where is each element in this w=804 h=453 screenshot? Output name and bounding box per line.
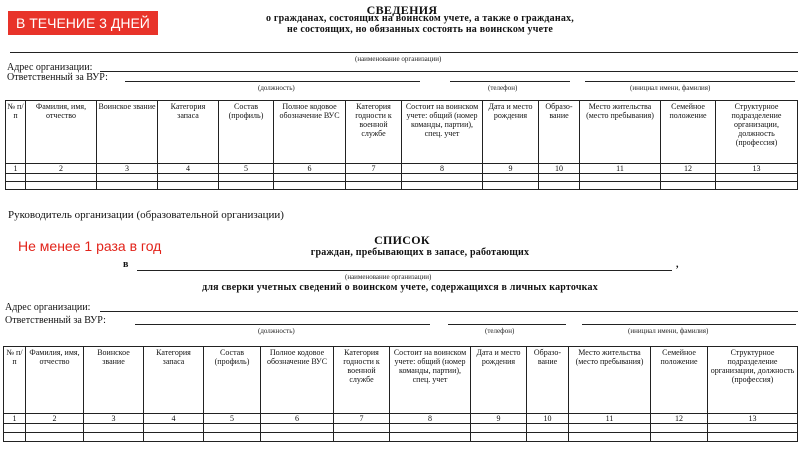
column-header: № п/п [6, 101, 26, 164]
column-number: 4 [158, 164, 219, 174]
table-cell[interactable] [4, 424, 26, 433]
section2-title: СПИСОК [374, 233, 430, 247]
table-cell[interactable] [569, 424, 651, 433]
table-cell[interactable] [716, 182, 798, 190]
position-caption: (должность) [258, 84, 295, 92]
records-table-1 [5, 100, 798, 190]
column-number: 5 [204, 414, 261, 424]
table-cell[interactable] [26, 424, 84, 433]
section2-subtitle-2: для сверки учетных сведений о воинском учете, содержащихся в личных карточках [202, 282, 598, 293]
column-header: Структурное подразделение организации, должность (профессия) [708, 347, 798, 414]
table-cell[interactable] [539, 174, 580, 182]
table-cell[interactable] [527, 433, 569, 442]
column-header: Категория запаса [158, 101, 219, 164]
table-cell[interactable] [402, 174, 483, 182]
column-header: Полное кодовое обозначение ВУС [261, 347, 334, 414]
table-row[interactable] [6, 182, 798, 190]
section1-subtitle-2: не состоящих, но обязанных состоять на воинском учете [287, 24, 553, 35]
phone-caption-2: (телефон) [485, 327, 515, 335]
table-cell[interactable] [471, 433, 527, 442]
column-number: 11 [569, 414, 651, 424]
column-header: Фамилия, имя, отчество [26, 101, 97, 164]
column-header: Дата и место рождения [471, 347, 527, 414]
org-name-caption: (наименование организации) [355, 55, 442, 63]
table-cell[interactable] [97, 182, 158, 190]
column-header: Образо- вание [527, 347, 569, 414]
table-cell[interactable] [84, 433, 144, 442]
column-header: № п/п [4, 347, 26, 414]
column-number: 7 [346, 164, 402, 174]
table-cell[interactable] [219, 174, 274, 182]
column-header: Семейное положение [651, 347, 708, 414]
table-cell[interactable] [204, 424, 261, 433]
name-caption: (инициал имени, фамилия) [630, 84, 711, 92]
responsible-label-2: Ответственный за ВУР: [5, 315, 106, 326]
column-header: Состав (профиль) [204, 347, 261, 414]
responsible-label: Ответственный за ВУР: [7, 72, 108, 83]
table2-header-row [4, 347, 798, 414]
table-cell[interactable] [334, 433, 390, 442]
column-header: Категория годности к военной службе [334, 347, 390, 414]
manager-label: Руководитель организации (образовательной организации) [8, 209, 284, 221]
section1-title: СВЕДЕНИЯ [366, 3, 438, 17]
table2-number-row [4, 414, 798, 424]
column-number: 1 [6, 164, 26, 174]
column-number: 7 [334, 414, 390, 424]
deadline-badge: В ТЕЧЕНИЕ 3 ДНЕЙ [8, 11, 158, 35]
table-cell[interactable] [261, 433, 334, 442]
table-cell[interactable] [274, 174, 346, 182]
table-cell[interactable] [471, 424, 527, 433]
address-label-2: Адрес организации: [5, 302, 91, 313]
name-caption-2: (инициал имени, фамилия) [628, 327, 709, 335]
records-table-2 [3, 346, 798, 442]
column-header: Дата и место рождения [483, 101, 539, 164]
column-header: Полное кодовое обозначение ВУС [274, 101, 346, 164]
column-header: Место жительства (место пребывания) [580, 101, 661, 164]
column-number: 10 [527, 414, 569, 424]
column-header: Воинское звание [97, 101, 158, 164]
table-cell[interactable] [26, 182, 97, 190]
column-header: Фамилия, имя, отчество [26, 347, 84, 414]
column-header: Состав (профиль) [219, 101, 274, 164]
table-cell[interactable] [219, 182, 274, 190]
table-cell[interactable] [708, 424, 798, 433]
column-header: Место жительства (место пребывания) [569, 347, 651, 414]
table-cell[interactable] [651, 433, 708, 442]
table-cell[interactable] [6, 174, 26, 182]
table-cell[interactable] [661, 174, 716, 182]
table-cell[interactable] [4, 433, 26, 442]
table-cell[interactable] [390, 424, 471, 433]
position-line[interactable] [125, 81, 420, 82]
column-number: 9 [471, 414, 527, 424]
column-number: 5 [219, 164, 274, 174]
column-number: 1 [4, 414, 26, 424]
org-name-line-2[interactable] [137, 270, 672, 271]
table-cell[interactable] [580, 174, 661, 182]
column-number: 9 [483, 164, 539, 174]
column-number: 3 [84, 414, 144, 424]
address-line[interactable] [100, 71, 798, 72]
table-cell[interactable] [204, 433, 261, 442]
table-cell[interactable] [483, 174, 539, 182]
table-cell[interactable] [527, 424, 569, 433]
in-suffix: , [676, 259, 679, 270]
table-cell[interactable] [661, 182, 716, 190]
table-cell[interactable] [651, 424, 708, 433]
org-name-caption-2: (наименование организации) [345, 273, 432, 281]
column-number: 4 [144, 414, 204, 424]
phone-caption: (телефон) [488, 84, 518, 92]
address-label: Адрес организации: [7, 62, 93, 73]
table-cell[interactable] [261, 424, 334, 433]
column-number: 12 [661, 164, 716, 174]
table-cell[interactable] [716, 174, 798, 182]
table-cell[interactable] [334, 424, 390, 433]
table-row[interactable] [6, 174, 798, 182]
table-cell[interactable] [144, 424, 204, 433]
column-number: 3 [97, 164, 158, 174]
table-cell[interactable] [158, 182, 219, 190]
column-number: 2 [26, 164, 97, 174]
table-cell[interactable] [346, 182, 402, 190]
column-number: 13 [716, 164, 798, 174]
column-header: Структурное подразделение организации, должность (профессия) [716, 101, 798, 164]
section1-subtitle-1: о гражданах, состоящих на воинском учете, а также о гражданах, [266, 13, 574, 24]
column-header: Воинское звание [84, 347, 144, 414]
table-cell[interactable] [84, 424, 144, 433]
table-cell[interactable] [390, 433, 471, 442]
table-row[interactable] [4, 424, 798, 433]
column-header: Состоит на воинском учете: общий (номер команды, партии), спец. учет [390, 347, 471, 414]
table-cell[interactable] [346, 174, 402, 182]
phone-line[interactable] [450, 81, 570, 82]
table-cell[interactable] [569, 433, 651, 442]
column-number: 6 [274, 164, 346, 174]
column-header: Категория годности к военной службе [346, 101, 402, 164]
column-header: Образо- вание [539, 101, 580, 164]
table1-number-row [6, 164, 798, 174]
column-number: 12 [651, 414, 708, 424]
column-number: 8 [390, 414, 471, 424]
table-cell[interactable] [483, 182, 539, 190]
table-cell[interactable] [539, 182, 580, 190]
column-number: 13 [708, 414, 798, 424]
table-cell[interactable] [6, 182, 26, 190]
table-cell[interactable] [97, 174, 158, 182]
column-number: 10 [539, 164, 580, 174]
in-prefix: в [123, 259, 129, 270]
column-header: Категория запаса [144, 347, 204, 414]
column-number: 11 [580, 164, 661, 174]
phone-line-2[interactable] [448, 324, 566, 325]
table-cell[interactable] [144, 433, 204, 442]
table-cell[interactable] [708, 433, 798, 442]
column-number: 2 [26, 414, 84, 424]
position-caption-2: (должность) [258, 327, 295, 335]
table-cell[interactable] [580, 182, 661, 190]
table-cell[interactable] [402, 182, 483, 190]
column-header: Состоит на воинском учете: общий (номер команды, партии), спец. учет [402, 101, 483, 164]
name-line[interactable] [585, 81, 795, 82]
frequency-note: Не менее 1 раза в год [18, 238, 162, 254]
name-line-2[interactable] [582, 324, 796, 325]
table-cell[interactable] [26, 433, 84, 442]
table-cell[interactable] [158, 174, 219, 182]
column-number: 6 [261, 414, 334, 424]
column-header: Семейное положение [661, 101, 716, 164]
table1-header-row [6, 101, 798, 164]
position-line-2[interactable] [135, 324, 430, 325]
section2-subtitle-1: граждан, пребывающих в запасе, работающих [310, 247, 530, 258]
table-cell[interactable] [274, 182, 346, 190]
org-name-line [10, 52, 798, 53]
table-cell[interactable] [26, 174, 97, 182]
table-row[interactable] [4, 433, 798, 442]
address-line-2[interactable] [100, 311, 798, 312]
column-number: 8 [402, 164, 483, 174]
